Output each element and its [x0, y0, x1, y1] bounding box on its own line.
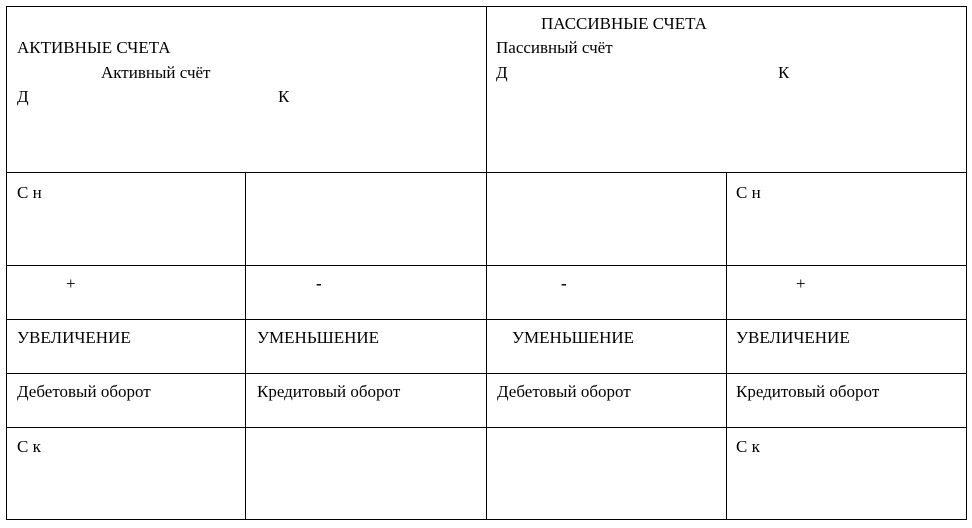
sign-passive-debit: - — [561, 274, 567, 293]
direction-passive-credit: УВЕЛИЧЕНИЕ — [736, 328, 850, 347]
turnover-active-debit: Дебетовый оборот — [17, 382, 151, 401]
direction-active-debit: УВЕЛИЧЕНИЕ — [17, 328, 131, 347]
turnover-passive-debit: Дебетовый оборот — [497, 382, 631, 401]
table-border-left — [6, 6, 7, 520]
active-credit-label: К — [278, 87, 290, 106]
passive-accounts-title: ПАССИВНЫЕ СЧЕТА — [541, 14, 707, 33]
col-divider-center — [486, 6, 487, 520]
accounts-table — [6, 6, 966, 520]
closing-balance-passive: С к — [736, 437, 760, 456]
opening-balance-active: С н — [17, 183, 42, 202]
active-account-subtitle: Активный счёт — [101, 63, 211, 82]
col-divider — [726, 172, 727, 520]
table-border-right — [966, 6, 967, 520]
opening-balance-passive: С н — [736, 183, 761, 202]
turnover-active-credit: Кредитовый оборот — [257, 382, 401, 401]
passive-account-subtitle: Пассивный счёт — [496, 38, 613, 57]
passive-debit-label: Д — [496, 63, 508, 82]
active-accounts-title: АКТИВНЫЕ СЧЕТА — [17, 38, 171, 57]
closing-balance-active: С к — [17, 437, 41, 456]
turnover-passive-credit: Кредитовый оборот — [736, 382, 880, 401]
sign-active-credit: - — [316, 274, 322, 293]
direction-passive-debit: УМЕНЬШЕНИЕ — [512, 328, 635, 347]
active-debit-label: Д — [17, 87, 29, 106]
col-divider — [245, 172, 246, 520]
direction-active-credit: УМЕНЬШЕНИЕ — [257, 328, 380, 347]
sign-passive-credit: + — [796, 274, 806, 293]
sign-active-debit: + — [66, 274, 76, 293]
passive-credit-label: К — [778, 63, 790, 82]
